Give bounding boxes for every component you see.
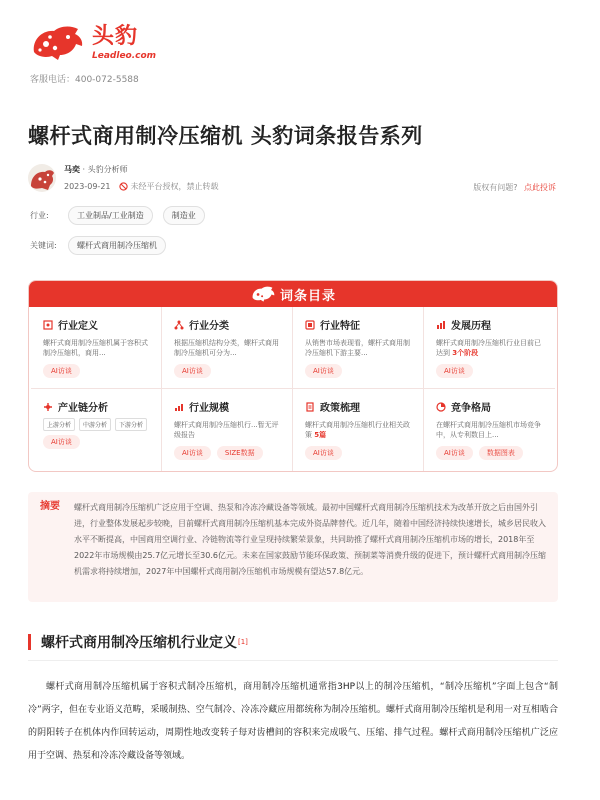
catalog-item[interactable] [424,307,555,389]
ai-interview-pill[interactable]: AI访谈 [305,364,342,378]
industry-tags [30,206,215,225]
catalog-item[interactable] [162,389,293,471]
abstract-box [28,492,558,602]
catalog-item[interactable] [162,307,293,389]
catalog-item-pills [43,364,153,378]
catalog-item-desc-text: 螺杆式商用制冷压缩机行业目前已达到 [436,339,541,357]
catalog-item[interactable] [293,307,424,389]
brand-logo[interactable] [28,22,156,64]
leopard-logo-icon [250,284,276,304]
catalog-item-label: 政策梳理 [320,403,360,414]
keyword-label: 关键词: [30,241,57,250]
publish-date: 2023-09-21 [64,182,111,191]
section-heading [28,632,248,652]
catalog-item-desc-text: 根据压缩机结构分类，螺杆式商用制冷压缩机可分为... [174,339,279,357]
catalog-item-pills [174,446,284,460]
catalog-item-title [174,317,284,332]
catalog-item-highlight: 3个阶段 [452,349,479,357]
rights-question: 版权有问题? [473,183,518,192]
abstract-text: 螺杆式商用制冷压缩机广泛应用于空调、热泵和冷冻冷藏设备等领域。最初中国螺杆式商用制冷压缩机技术为改革开放之后由国外引进，行业整体发展起步较晚，目前螺杆式商用制冷压缩机基本完成外资品牌替代。近几年，随着中国经济持续快速增长，城乡居民收入水平不断提高，中国商用空调行业、冷链物流等行业呈现持续繁荣景象，共同助推了螺杆式商用制冷压缩机市场的增长，2018年至2022年市场规模由25.7亿元增长至30.6亿元。未来在国家鼓励节能环保政策、预制菜等消费升级的促进下，预计螺杆式商用制冷压缩机需求将持续增加，2027年中国螺杆式商用制冷压缩机市场规模有望达57.8亿元。 [74,503,546,576]
ai-interview-pill[interactable]: SIZE数据 [217,446,263,460]
policy-icon [305,402,315,412]
catalog-item-label: 产业链分析 [58,403,108,414]
catalog-title: 词条目录 [279,288,336,304]
chain-icon [43,402,53,412]
catalog-item-desc [305,338,415,358]
author-org: · 头豹分析师 [82,165,128,174]
catalog-item[interactable] [293,389,424,471]
catalog-item-label: 发展历程 [451,321,491,332]
catalog-item-pills [174,364,284,378]
ai-interview-pill[interactable]: AI访谈 [436,364,473,378]
catalog-item-pills [436,446,547,460]
catalog-item-title [174,399,284,414]
catalog-item-label: 行业分类 [189,321,229,332]
ai-interview-pill[interactable]: AI访谈 [174,364,211,378]
section-body: 螺杆式商用制冷压缩机属于容积式制冷压缩机，商用制冷压缩机通常指3HP以上的制冷压缩机，“制冷压缩机”字面上包含“制冷”两字，但在专业语义范畴，采暖制热、空气制冷、冷冻冷藏应用都统称为制冷压缩机。螺杆式商用制冷压缩机是利用一对互相啮合的阴阳转子在机体内作回转运动，周期性地改变转子每对齿槽间的容积来完成吸气、压缩、排气过程。螺杆式商用制冷压缩机广泛应用于空调、热泵和冷冻冷藏设备等领域。 [28,682,558,761]
catalog-item-highlight: 5篇 [314,431,327,439]
catalog-grid [29,307,557,471]
catalog-header [29,281,557,307]
scale-icon [174,402,184,412]
catalog-item-label: 行业定义 [58,321,98,332]
industry-label: 行业: [30,211,49,220]
catalog-item[interactable] [31,389,162,471]
brand-domain: Leadleo.com [92,51,157,61]
ai-interview-pill[interactable]: AI访谈 [43,435,80,449]
author-block [28,164,219,192]
keyword-tags [30,236,176,255]
catalog-item-title [305,399,415,414]
catalog-item[interactable] [31,307,162,389]
history-icon [436,320,446,330]
catalog-item-desc [436,338,547,358]
section-title: 螺杆式商用制冷压缩机行业定义 [41,635,237,651]
definition-icon [43,320,53,330]
catalog-item-desc-text: 从销售市场表现看，螺杆式商用制冷压缩机下游主要... [305,339,410,357]
catalog-item-desc-text: 螺杆式商用制冷压缩机行业相关政策 [305,421,410,439]
ai-interview-pill[interactable]: AI访谈 [436,446,473,460]
industry-tag[interactable]: 制造业 [163,206,205,225]
catalog-item-title [43,317,153,332]
catalog-item-title [436,317,547,332]
chain-chip[interactable]: 上游分析 [43,418,75,431]
industry-tag[interactable]: 工业制品/工业制造 [68,206,153,225]
abstract-label: 摘要 [40,501,60,512]
chain-chip[interactable]: 中游分析 [79,418,111,431]
avatar [28,164,56,192]
catalog-item-desc-text: 螺杆式商用制冷压缩机行...暂无评级报告 [174,421,279,439]
copyright-complaint [473,182,556,193]
brand-name: 头豹 [92,24,139,49]
catalog-item[interactable] [424,389,555,471]
catalog-item-pills [436,364,547,378]
catalog-item-label: 行业规模 [189,403,229,414]
catalog-item-desc [174,420,284,440]
section-reference[interactable]: [1] [238,638,248,646]
ai-interview-pill[interactable]: AI访谈 [305,446,342,460]
ban-icon [119,182,128,191]
chain-chip[interactable]: 下游分析 [115,418,147,431]
section-divider [28,660,558,661]
complaint-link[interactable]: 点此投诉 [524,183,556,192]
catalog-item-label: 行业特征 [320,321,360,332]
ai-interview-pill[interactable]: 数据图表 [479,446,523,460]
catalog-item-title [436,399,547,414]
chain-chips [43,418,153,431]
catalog-item-desc [174,338,284,358]
author-name[interactable]: 马奕 [64,165,80,174]
page-title: 螺杆式商用制冷压缩机 头豹词条报告系列 [28,124,423,148]
feature-icon [305,320,315,330]
section-accent-bar [28,634,31,650]
leopard-logo-icon [28,22,86,64]
catalog-item-desc-text: 螺杆式商用制冷压缩机属于容积式制冷压缩机，商用... [43,339,148,357]
catalog-item-pills [305,446,415,460]
catalog-item-pills [305,364,415,378]
catalog-item-desc [43,338,153,358]
reprint-notice: 未经平台授权，禁止转载 [130,182,219,191]
catalog-item-desc [305,420,415,440]
classification-icon [174,320,184,330]
catalog-item-title [43,399,153,414]
avatar-leopard-icon [28,164,56,192]
catalog-item-label: 竞争格局 [451,403,491,414]
catalog-item-desc-text: 在螺杆式商用制冷压缩机市场竞争中，从专利数目上... [436,421,541,439]
customer-hotline: 客服电话：400-072-5588 [30,75,139,85]
ai-interview-pill[interactable]: AI访谈 [174,446,211,460]
keyword-tag[interactable]: 螺杆式商用制冷压缩机 [68,236,166,255]
ai-interview-pill[interactable]: AI访谈 [43,364,80,378]
catalog-panel [28,280,558,472]
competition-icon [436,402,446,412]
catalog-item-pills [43,435,153,449]
catalog-item-desc [436,420,547,440]
catalog-item-title [305,317,415,332]
